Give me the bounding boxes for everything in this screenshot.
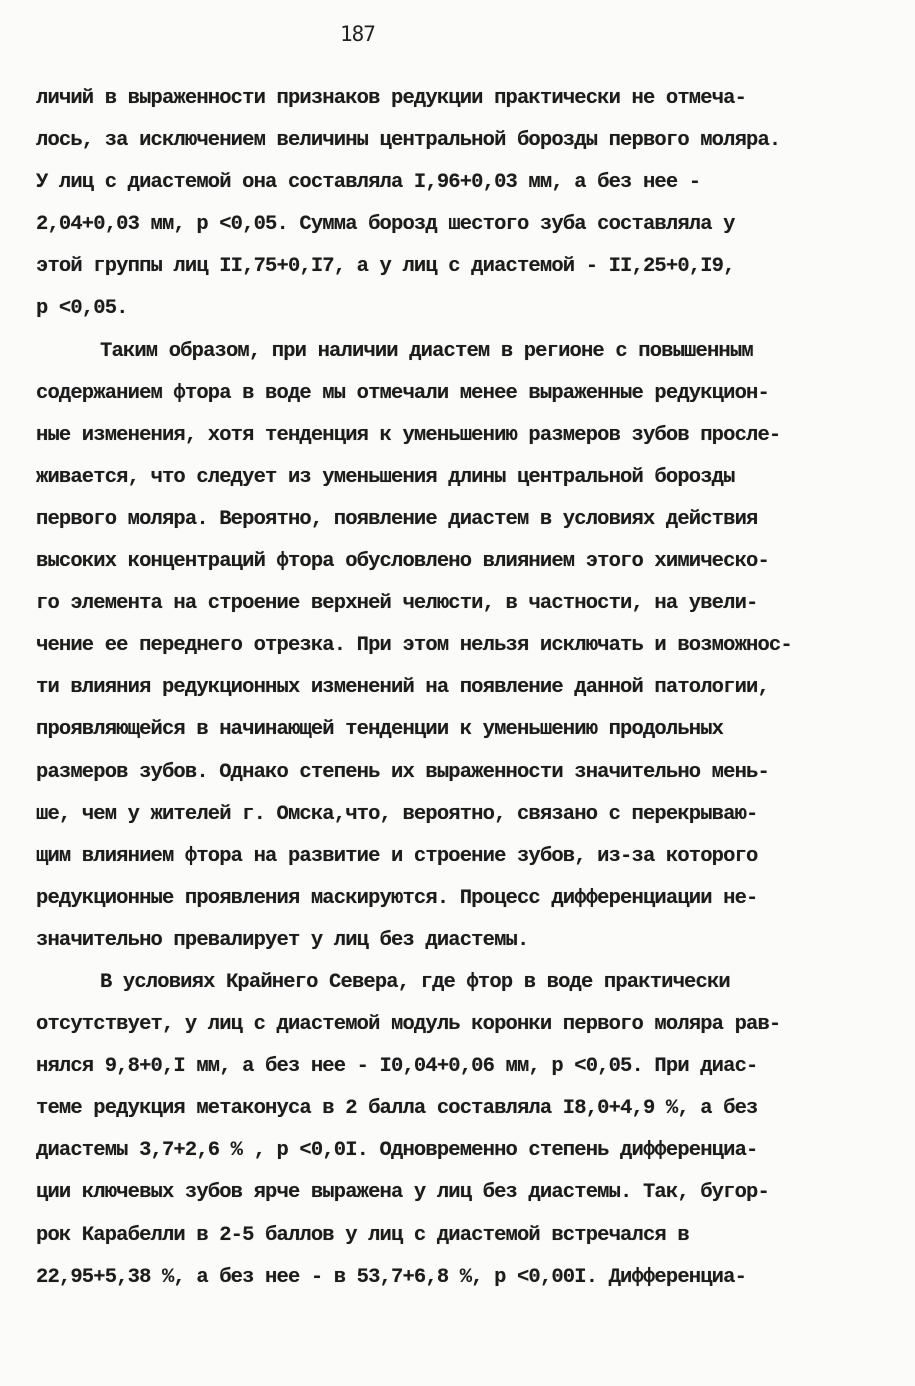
text-line: 2,04+0,03 мм, р <0,05. Сумма борозд шестого зуба составляла у [36, 213, 735, 237]
text-line: личий в выраженности признаков редукции практически не отмеча- [36, 87, 747, 110]
text-line: значительно превалирует у лиц без диастемы. [36, 928, 529, 952]
body-text [36, 78, 896, 1299]
paragraph [36, 962, 896, 1299]
text-line: первого моляра. Вероятно, появление диастем в условиях действия [36, 507, 758, 531]
text-line: ше, чем у жителей г. Омска,что, вероятно, связано с перекрываю- [36, 802, 758, 826]
paragraph [36, 331, 896, 962]
text-line: У лиц с диастемой она составляла I,96+0,03 мм, а без нее - [36, 171, 701, 195]
text-line: р <0,05. [36, 297, 128, 321]
text-line: рок Карабелли в 2-5 баллов у лиц с диастемой встречался в [36, 1223, 689, 1247]
text-line: ти влияния редукционных изменений на появление данной патологии, [36, 676, 769, 700]
text-line: проявляющейся в начинающей тенденции к уменьшению продольных [36, 718, 724, 742]
text-line: ции ключевых зубов ярче выражена у лиц без диастемы. Так, бугор- [36, 1181, 769, 1205]
page-number: 187 [340, 22, 375, 46]
text-line: отсутствует, у лиц с диастемой модуль коронки первого моляра рав- [36, 1013, 781, 1037]
text-line: размеров зубов. Однако степень их выраженности значительно мень- [36, 760, 769, 784]
text-line: диастемы 3,7+2,6 % , р <0,0I. Одновременно степень дифференциа- [36, 1139, 758, 1163]
paragraph [36, 78, 896, 331]
text-line: редукционные проявления маскируются. Процесс дифференциации не- [36, 886, 758, 910]
text-line: этой группы лиц II,75+0,I7, а у лиц с диастемой - II,25+0,I9, [36, 255, 735, 279]
text-line: 22,95+5,38 %, а без нее - в 53,7+6,8 %, р <0,00I. Дифференциа- [36, 1265, 747, 1289]
text-line: чение ее переднего отрезка. При этом нельзя исключать и возможнос- [36, 634, 792, 658]
text-line: го элемента на строение верхней челюсти, в частности, на увели- [36, 592, 758, 616]
text-line: щим влиянием фтора на развитие и строение зубов, из-за которого [36, 844, 758, 868]
text-line: живается, что следует из уменьшения длины центральной борозды [36, 465, 735, 489]
text-line: лось, за исключением величины центральной борозды первого моляра. [36, 129, 781, 153]
text-line: высоких концентраций фтора обусловлено влиянием этого химическо- [36, 550, 769, 574]
text-line: В условиях Крайнего Севера, где фтор в воде практически [100, 970, 730, 994]
text-line: нялся 9,8+0,I мм, а без нее - I0,04+0,06 мм, р <0,05. При диас- [36, 1055, 758, 1079]
text-line: содержанием фтора в воде мы отмечали менее выраженные редукцион- [36, 381, 769, 405]
text-line: ные изменения, хотя тенденция к уменьшению размеров зубов просле- [36, 423, 781, 447]
text-line: теме редукция метаконуса в 2 балла составляла I8,0+4,9 %, а без [36, 1097, 758, 1121]
text-line: Таким образом, при наличии диастем в регионе с повышенным [100, 339, 753, 363]
